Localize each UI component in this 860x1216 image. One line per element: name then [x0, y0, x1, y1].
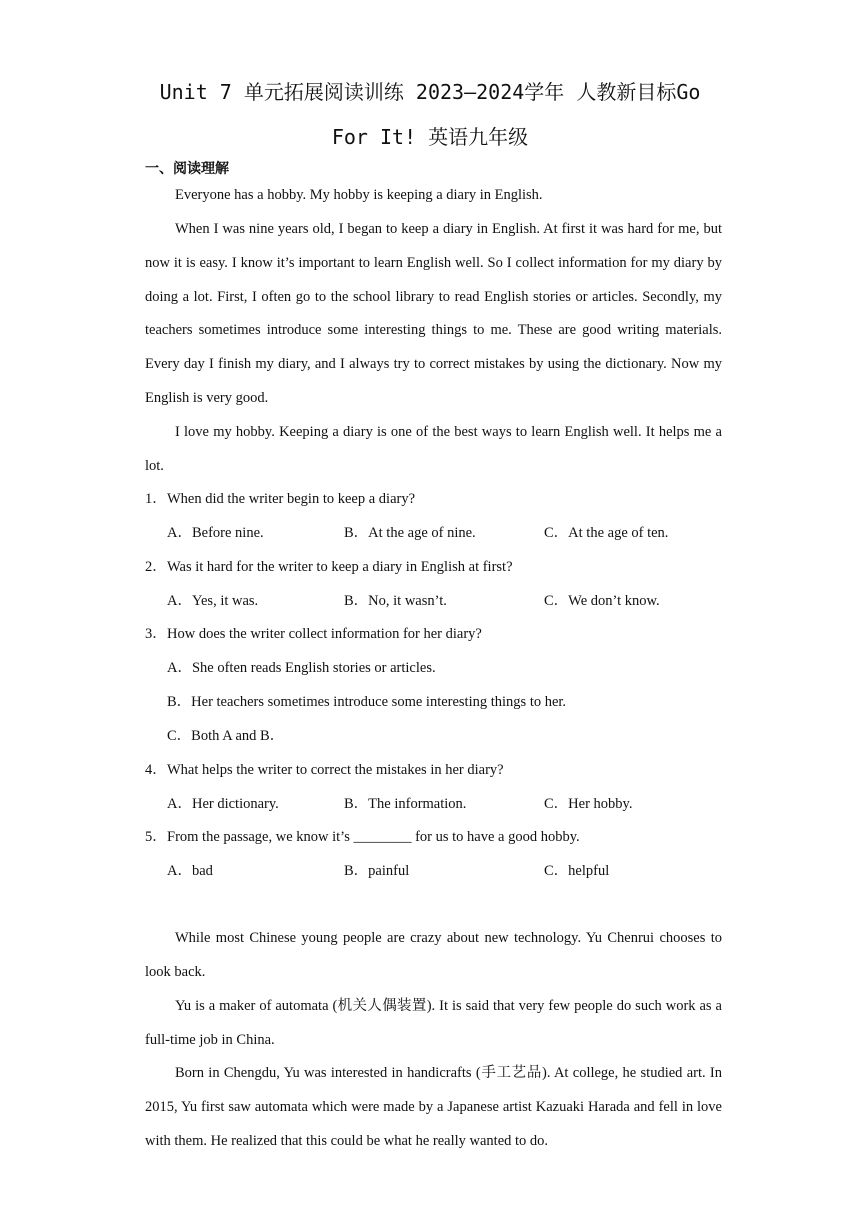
question-1 [145, 489, 415, 509]
question-number: 2． [145, 559, 167, 575]
question-3 [145, 624, 482, 644]
q4-option-a[interactable]: A．Her dictionary. [167, 796, 279, 812]
question-text: Was it hard for the writer to keep a diary in English at first? [167, 559, 513, 575]
question-number: 3． [145, 626, 167, 642]
question-text: How does the writer collect information for her diary? [167, 626, 482, 642]
question-4 [145, 760, 504, 780]
q3-option-c[interactable]: C．Both A and B． [167, 728, 285, 744]
q2-option-b[interactable]: B．No, it wasn’t. [344, 593, 447, 609]
question-text: From the passage, we know it’s ________ for us to have a good hobby. [167, 829, 580, 845]
q1-option-b[interactable]: B．At the age of nine. [344, 525, 476, 541]
passage2-paragraph-1: While most Chinese young people are crazy about new technology. Yu Chenrui chooses to look back. [145, 930, 722, 980]
q2-option-c[interactable]: C．We don’t know. [544, 593, 660, 609]
section-heading: 一、阅读理解 [145, 161, 229, 177]
q1-option-a[interactable]: A．Before nine. [167, 525, 264, 541]
q1-option-c[interactable]: C．At the age of ten. [544, 525, 669, 541]
question-text: What helps the writer to correct the mistakes in her diary? [167, 762, 504, 778]
q3-option-a[interactable]: A．She often reads English stories or articles. [167, 660, 436, 676]
passage1-paragraph-3: I love my hobby. Keeping a diary is one of the best ways to learn English well. It helps me a lot. [145, 424, 722, 474]
question-2 [145, 557, 513, 577]
question-text: When did the writer begin to keep a diary? [167, 491, 416, 507]
title-line-1: Unit 7 单元拓展阅读训练 2023—2024学年 人教新目标Go [159, 80, 701, 104]
question-5 [145, 827, 580, 847]
q5-option-a[interactable]: A．bad [167, 863, 213, 879]
q4-option-b[interactable]: B．The information. [344, 796, 467, 812]
q4-option-c[interactable]: C．Her hobby. [544, 796, 633, 812]
question-number: 5． [145, 829, 167, 845]
question-number: 4． [145, 762, 167, 778]
q5-option-c[interactable]: C．helpful [544, 863, 610, 879]
passage1-paragraph-2: When I was nine years old, I began to keep a diary in English. At first it was hard for me, but now it is easy. I know it’s important to learn English well. So I collect information for my diary by doing a lot. First, I often go to the school library to read English stories or articles. Secondly, my teachers sometimes introduce some interesting things to me. These are good writing materials. Every day I finish my diary, and I always try to correct mistakes by using the dictionary. Now my English is very good. [145, 221, 722, 406]
question-number: 1． [145, 491, 167, 507]
passage2-paragraph-2: Yu is a maker of automata (机关人偶装置). It is said that very few people do such work as a full-time job in China. [145, 998, 722, 1048]
title-line-2: For It! 英语九年级 [331, 125, 529, 149]
passage2-paragraph-3: Born in Chengdu, Yu was interested in handicrafts (手工艺品). At college, he studied art. In 2015, Yu first saw automata which were made by a Japanese artist Kazuaki Harada and fell in love with them. He realized that this could be what he really wanted to do. [145, 1065, 722, 1149]
q5-option-b[interactable]: B．painful [344, 863, 410, 879]
passage1-paragraph-1: Everyone has a hobby. My hobby is keeping a diary in English. [175, 187, 543, 203]
q3-option-b[interactable]: B．Her teachers sometimes introduce some interesting things to her. [167, 694, 567, 710]
q2-option-a[interactable]: A．Yes, it was. [167, 593, 259, 609]
